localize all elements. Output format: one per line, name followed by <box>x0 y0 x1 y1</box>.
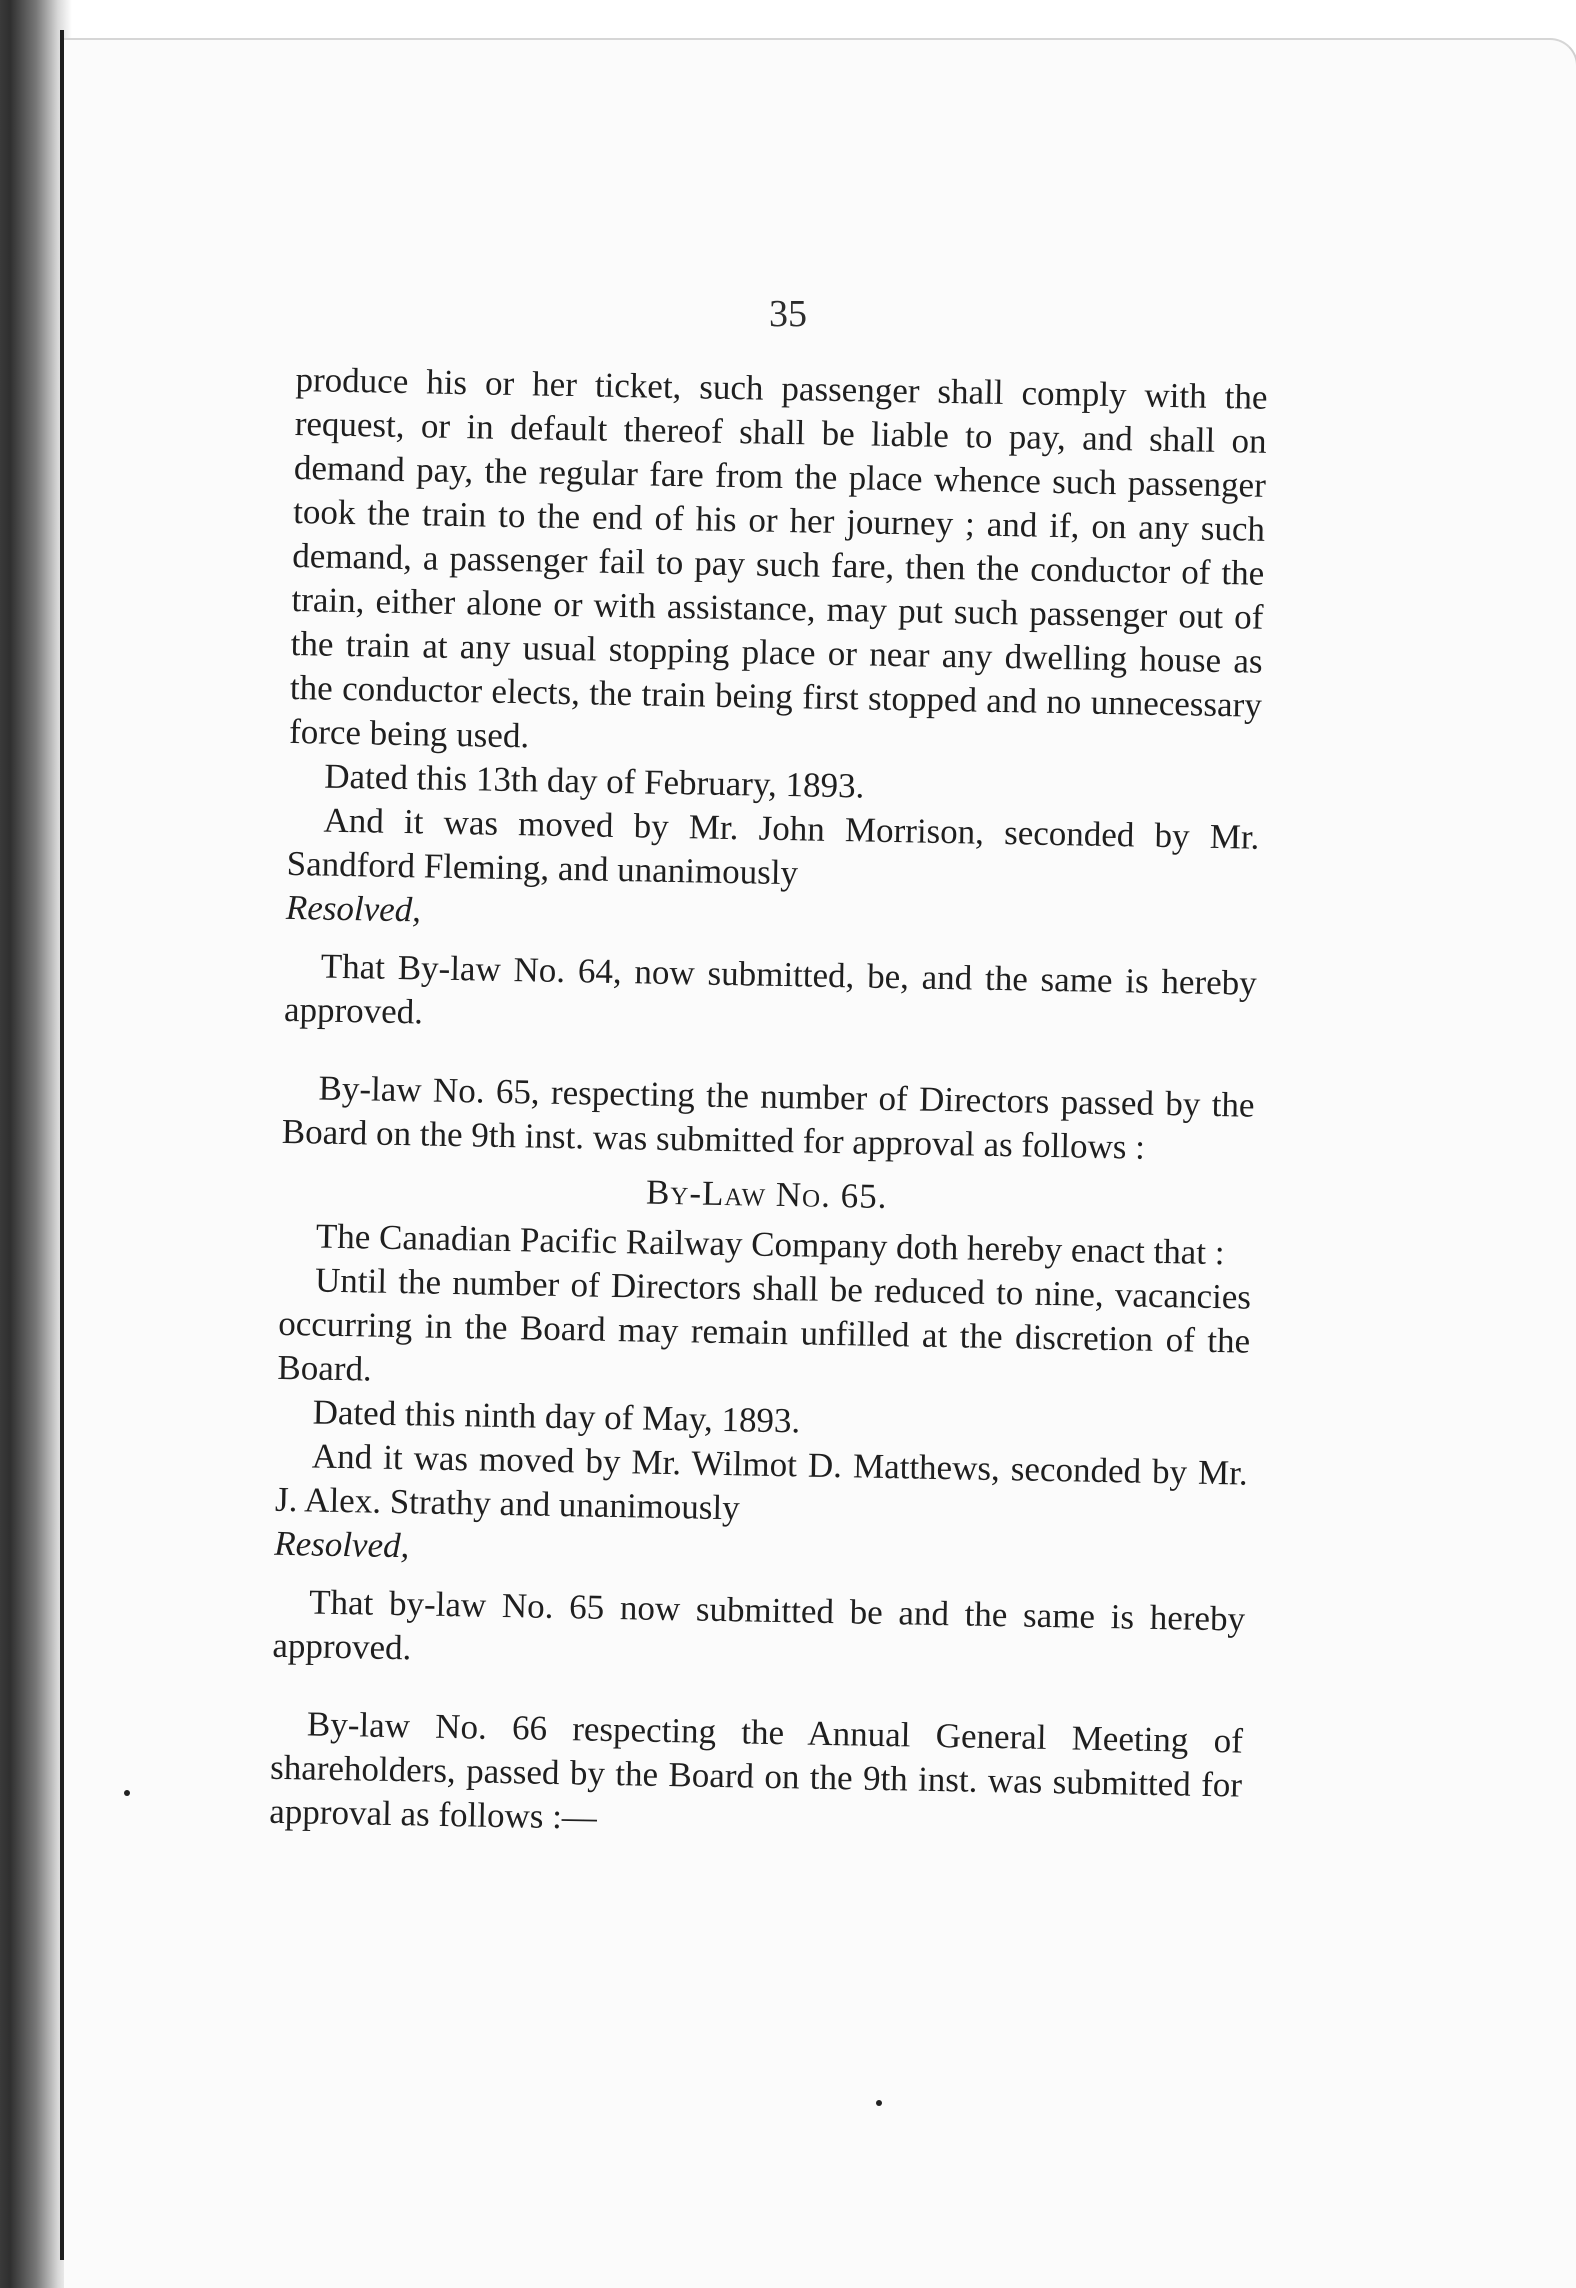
resolved-label-2: Resolved, <box>273 1523 410 1566</box>
paragraph-directors-vacancies: Until the number of Directors shall be reduced to nine, vacancies occurring in the Board may remain unfilled at the discretion of the Board. <box>277 1260 1252 1389</box>
paragraph-bylaw-65-approved: That by-law No. 65 now submitted be and the same is hereby approved. <box>272 1582 1246 1668</box>
body-text <box>269 358 1268 1852</box>
paragraph-bylaw-64-approved: That By-law No. 64, now submitted, be, and the same is hereby approved. <box>283 946 1258 1032</box>
paragraph-bylaw-66-intro: By-law No. 66 respecting the Annual General Meeting of shareholders, passed by the Board on the 9th inst. was submitted for approval as follows :— <box>269 1704 1244 1837</box>
resolved-label-1: Resolved, <box>285 887 422 930</box>
ink-speck <box>124 1790 130 1796</box>
bylaw-65-heading: By-Law No. 65. <box>645 1172 888 1216</box>
paragraph-dated-february: Dated this 13th day of February, 1893. <box>323 756 865 806</box>
ink-speck <box>876 2100 882 2106</box>
paragraph-bylaw-65-intro: By-law No. 65, respecting the number of Directors passed by the Board on the 9th inst. was submitted for approval as follows : <box>281 1068 1255 1167</box>
paragraph-enactment: The Canadian Pacific Railway Company doth hereby enact that : <box>315 1216 1225 1273</box>
page-number: 35 <box>769 293 807 335</box>
paragraph-dated-may: Dated this ninth day of May, 1893. <box>312 1392 801 1441</box>
paragraph-ticket-rule: produce his or her ticket, such passenger shall comply with the request, or in default thereof shall be liable to pay, and shall on demand pay, the regular fare from the place whence such passenger took the train to the end of his or her journey ; and if, on any such demand, a passenger fail to pay such fare, then the conductor of the train, either alone or with assistance, may put such passenger out of the train at any usual stopping place or near any dwelling house as the conductor elects, the train being first stopped and no unnecessary force being used. <box>288 359 1268 756</box>
paragraph-motion-matthews: And it was moved by Mr. Wilmot D. Matthews, seconded by Mr. J. Alex. Strathy and unanimously <box>274 1436 1249 1528</box>
paragraph-motion-morrison: And it was moved by Mr. John Morrison, seconded by Mr. Sandford Fleming, and unanimously <box>286 800 1260 893</box>
